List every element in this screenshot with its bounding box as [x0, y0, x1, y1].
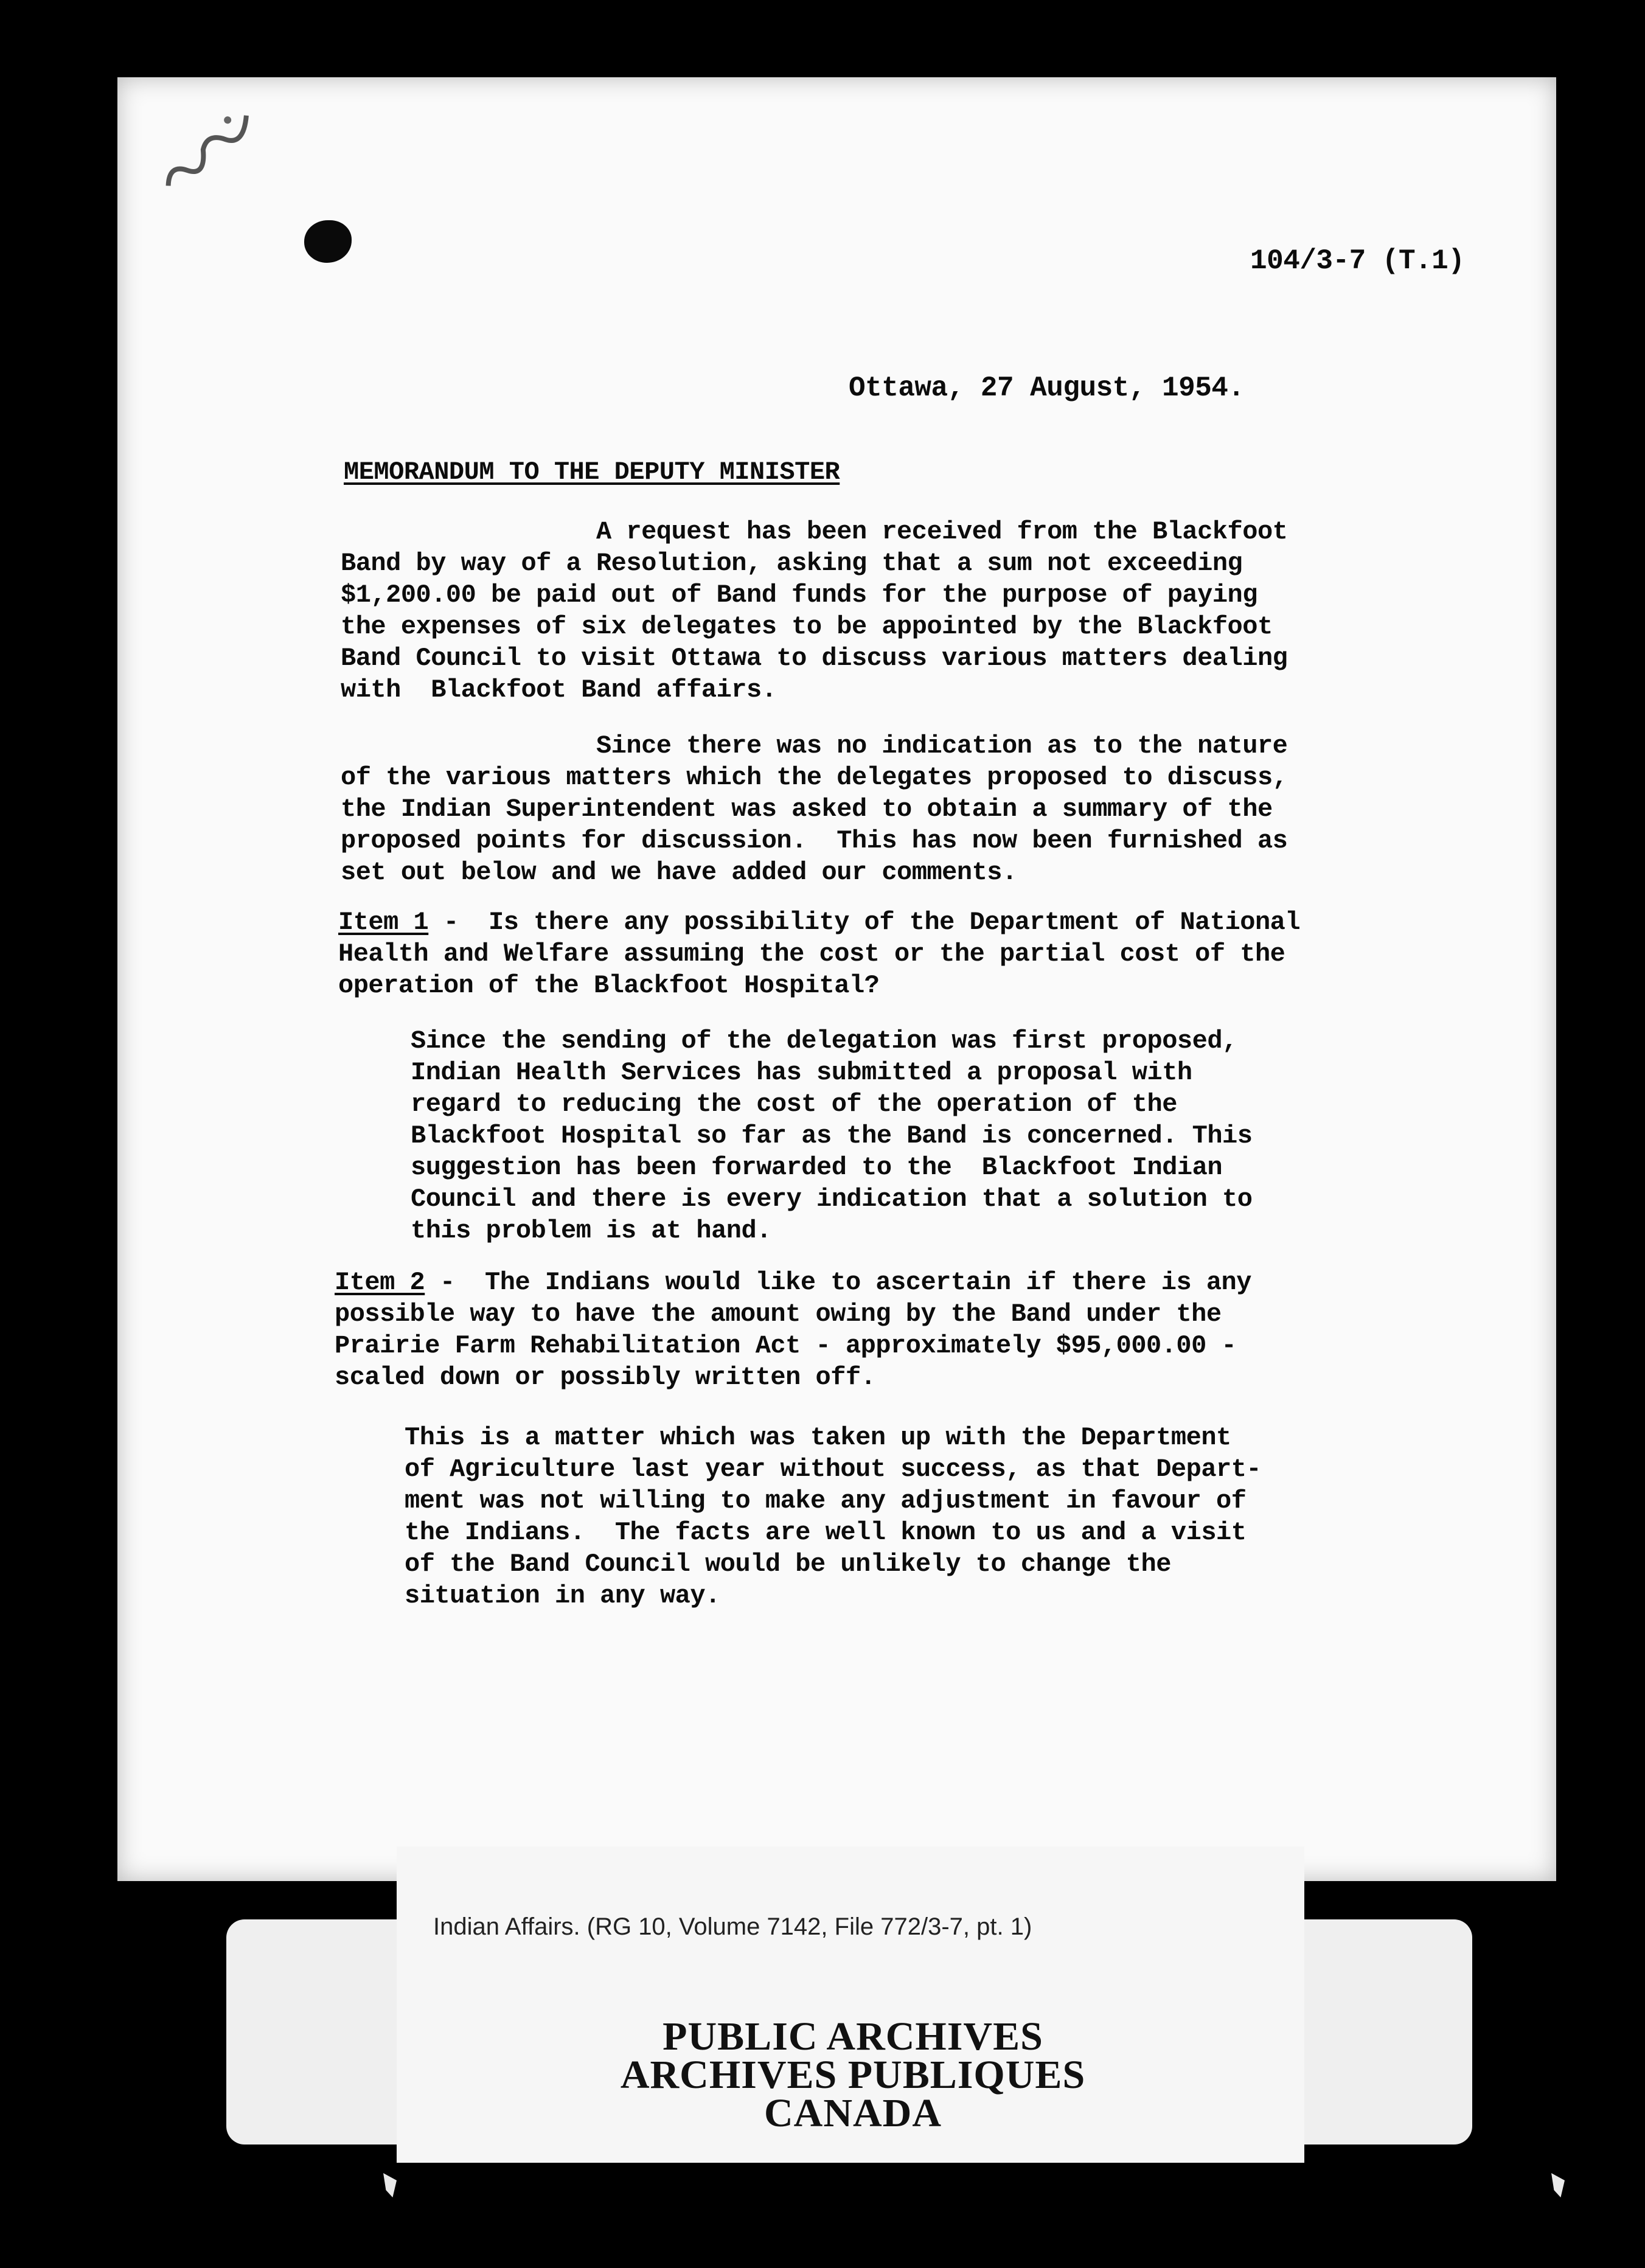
item-2-question-text: - The Indians would like to ascertain if there is any possible way to have the amount owing by the Band under the Prairie Farm Rehabilitation Act - approximately $95,000.00 - scaled down or possibly written off.: [335, 1268, 1251, 1392]
item-1-question-text: - Is there any possibility of the Department of National Health and Welfare assuming the cost or the partial cost of the operation of the Blackfoot Hospital?: [338, 908, 1301, 1000]
film-corner-mark-left: [383, 2173, 397, 2197]
item-1-question: [338, 906, 1300, 1001]
item-2-label: Item 2: [335, 1268, 425, 1297]
archive-card-tab-right: [1278, 1919, 1472, 2145]
paragraph-request: A request has been received from the Blackfoot Band by way of a Resolution, asking that a sum not exceeding $1,200.00 be paid out of Band funds for the purpose of paying the expenses of six delegates to be appointed by the Blackfoot Band Council to visit Ottawa to discuss various matters dealing with Blackfoot Band affairs.: [341, 517, 1288, 704]
archive-country: CANADA: [764, 2091, 942, 2135]
archive-source-citation: Indian Affairs. (RG 10, Volume 7142, File 772/3-7, pt. 1): [433, 1913, 1032, 1940]
memo-title: MEMORANDUM TO THE DEPUTY MINISTER: [344, 457, 840, 487]
item-1-label: Item 1: [338, 908, 429, 937]
archive-name-en: PUBLIC ARCHIVES: [663, 2014, 1043, 2059]
paragraph-summary: Since there was no indication as to the nature of the various matters which the delegates proposed to discuss, the Indian Superintendent was asked to obtain a summary of the proposed points for discussion. This has now been furnished as set out below and we have added our comments.: [341, 731, 1288, 887]
item-2-question: [335, 1267, 1251, 1393]
item-1-response: Since the sending of the delegation was first proposed, Indian Health Services has submitted a proposal with regard to reducing the cost of the operation of the Blackfoot Hospital so far as the Band is concerned. This suggestion has been forwarded to the Blackfoot Indian Council and there is every indication that a solution to this problem is at hand.: [411, 1026, 1253, 1245]
archive-card-tab-left: [226, 1919, 421, 2145]
item-2-response: This is a matter which was taken up with the Department of Agriculture last year without success, as that Depart- ment was not willing to make any adjustment in favour of the Indians. The facts are well known to us and a visit of the Band Council would be unlikely to change the situation in any way.: [405, 1423, 1262, 1610]
file-reference: 104/3-7 (T.1): [1250, 245, 1465, 277]
archive-name-fr: ARCHIVES PUBLIQUES: [620, 2053, 1086, 2097]
date-line: Ottawa, 27 August, 1954.: [849, 372, 1245, 404]
film-corner-mark-right: [1551, 2173, 1565, 2197]
